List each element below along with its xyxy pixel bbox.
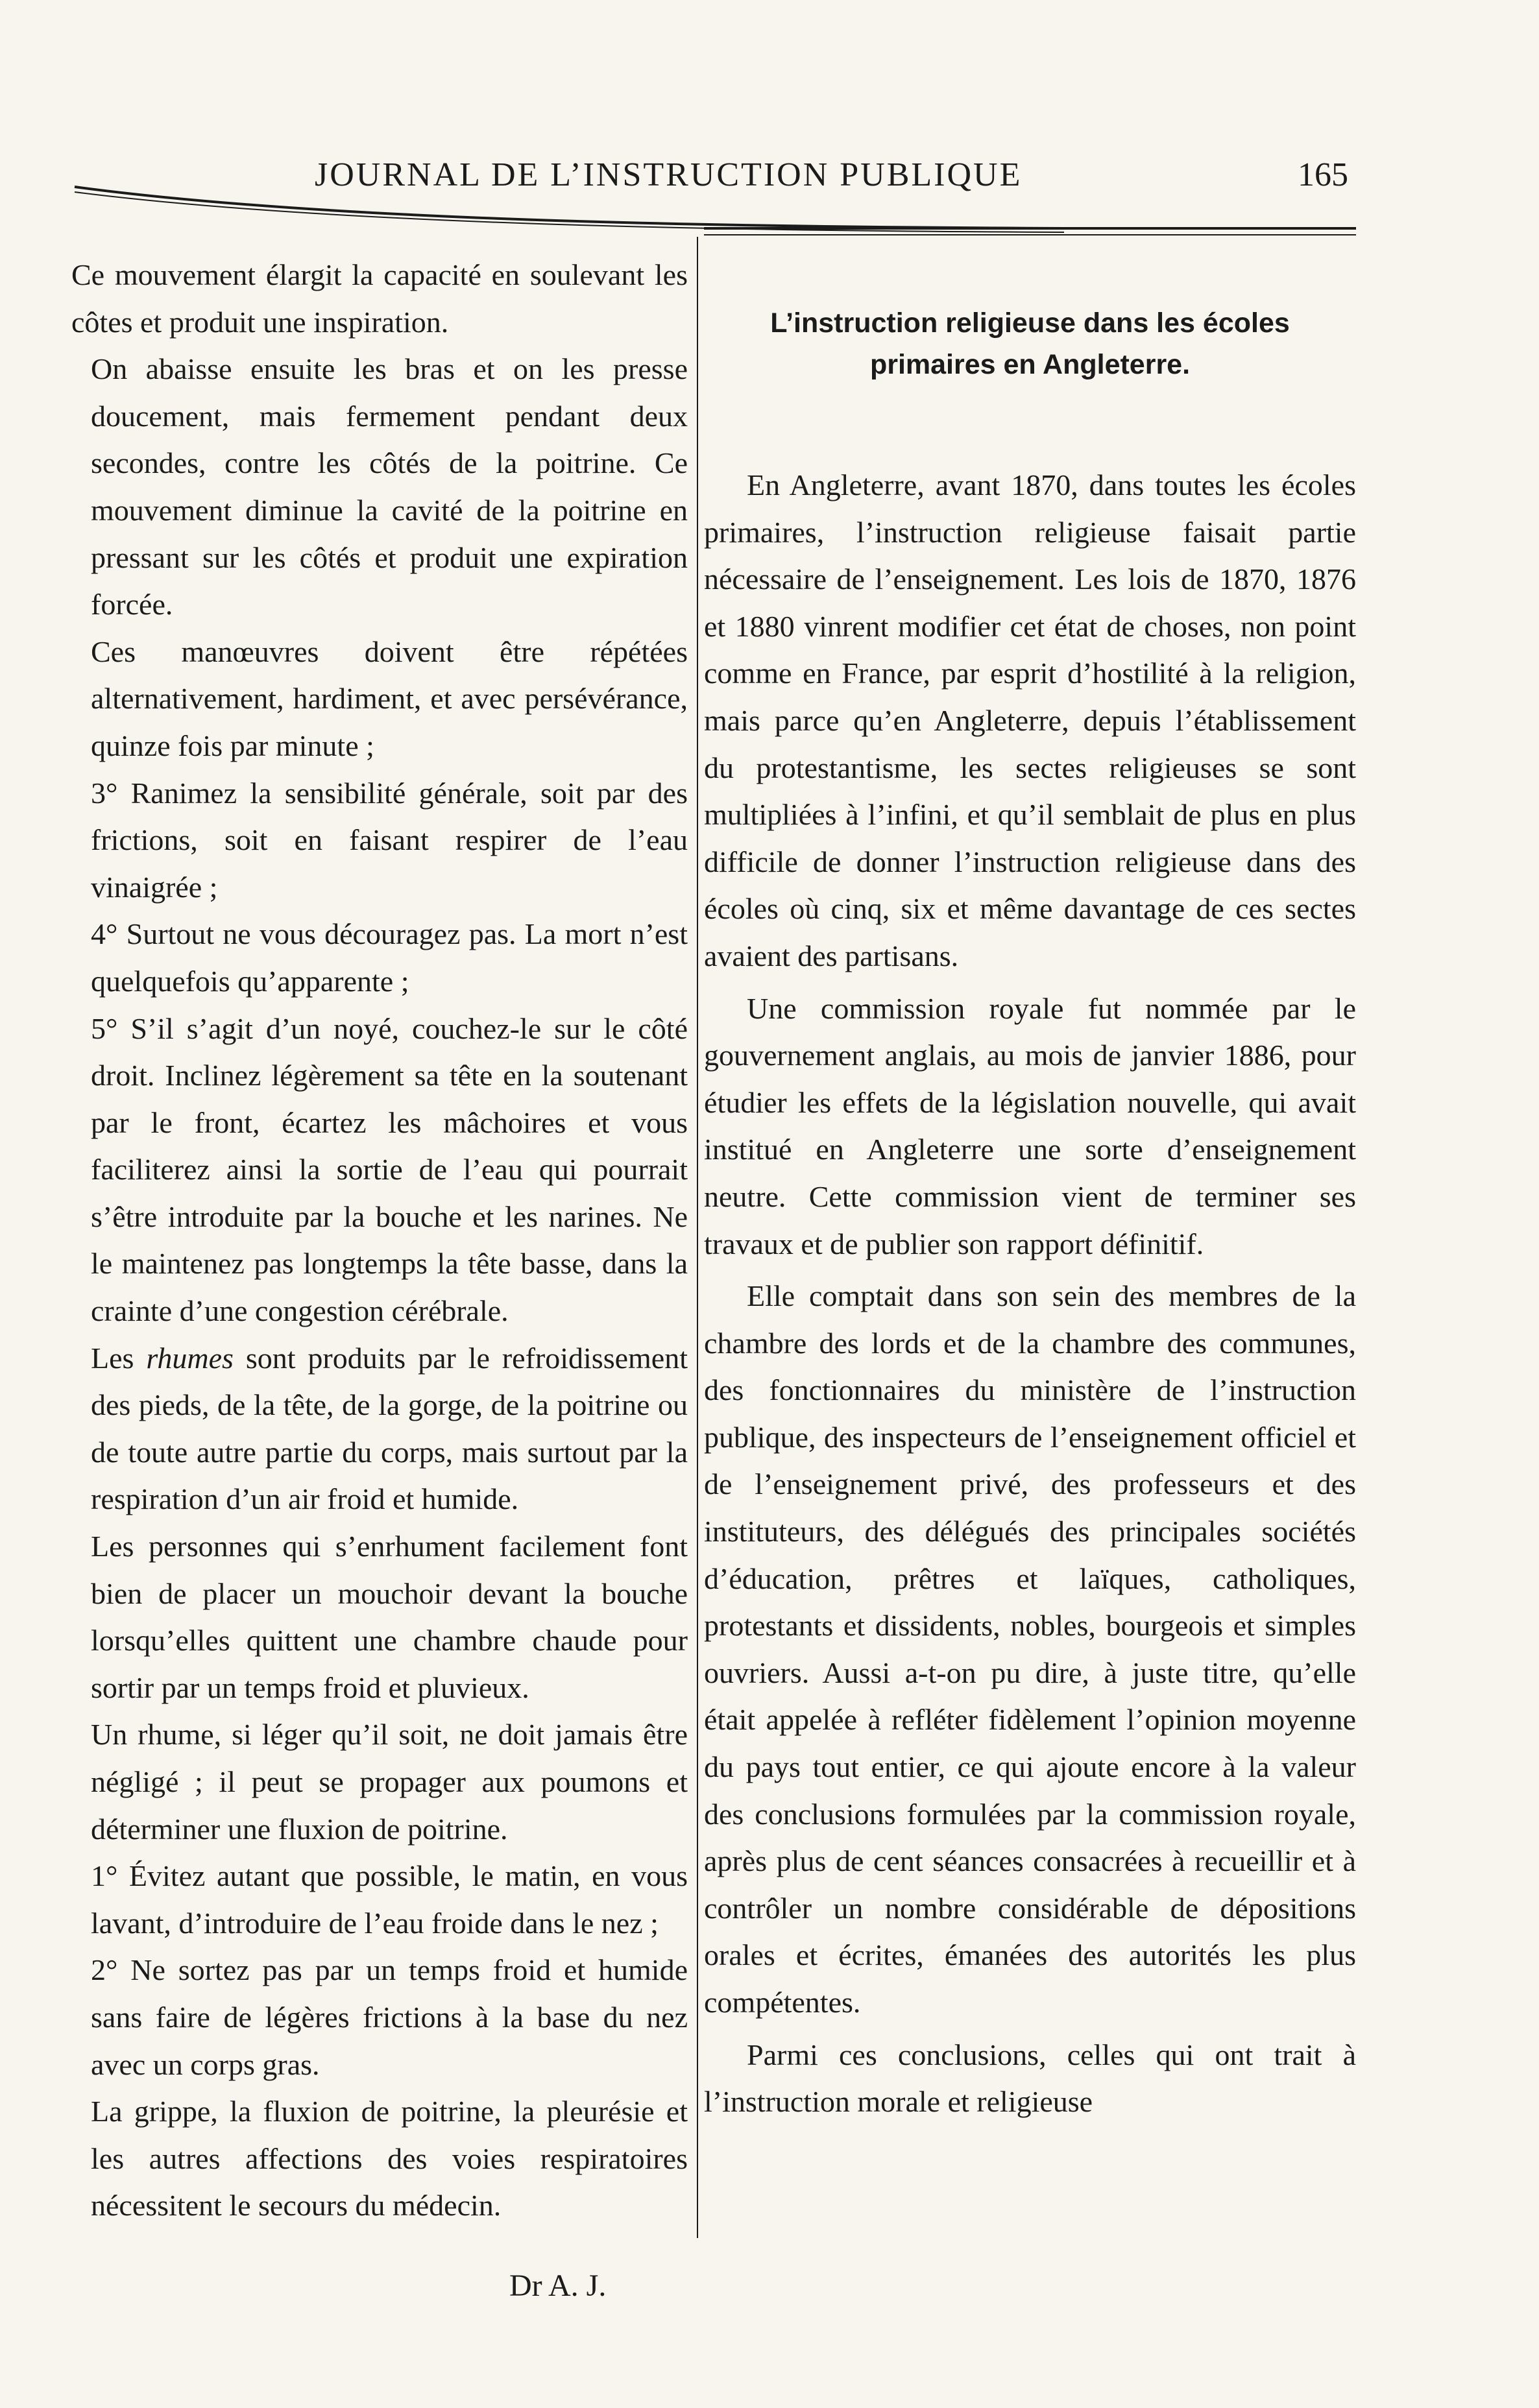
left-paragraph: 2° Ne sortez pas par un temps froid et humide sans faire de légères frictions à la base du nez avec un corps gras. <box>91 1953 688 2081</box>
left-paragraph: Les personnes qui s’enrhument facilement font bien de placer un mouchoir devant la bouche lorsqu’elles quittent une chambre chaude pour sortir par un temps froid et pluvieux. <box>91 1530 688 1704</box>
left-paragraph: Un rhume, si léger qu’il soit, ne doit jamais être négligé ; il peut se propager aux poumons et déterminer une fluxion de poitrine. <box>91 1718 688 1846</box>
left-paragraph: La grippe, la fluxion de poitrine, la pleurésie et les autres affections des voies respiratoires nécessitent le secours du médecin. <box>91 2095 688 2222</box>
left-paragraph: 3° Ranimez la sensibilité générale, soit par des frictions, soit en faisant respirer de l’eau vinaigrée ; <box>91 776 688 904</box>
left-paragraph: Ces manœuvres doivent être répétées alternativement, hardiment, et avec persévérance, quinze fois par minute ; <box>91 634 688 762</box>
left-paragraph: Ce mouvement élargit la capacité en soulevant les côtes et produit une inspiration. <box>71 258 688 339</box>
signature: Dr A. J. <box>509 2269 607 2303</box>
right-paragraph: En Angleterre, avant 1870, dans toutes les écoles primaires, l’instruction religieuse faisait partie nécessaire de l’enseignement. Les lois de 1870, 1876 et 1880 vinrent modifier cet état de choses, non point comme en France, par esprit d’hostilité à la religion, mais parce qu’en Angleterre, depuis l’établissement du protestantisme, les sectes religieuses se sont multipliées à l’infini, et qu’il semblait de plus en plus difficile de donner l’instruction religieuse dans des écoles où cinq, six et même davantage de ces sectes avaient des partisans. <box>704 468 1356 972</box>
article-title: L’instruction religieuse dans les écoles primaires en Angleterre. <box>770 307 1290 380</box>
rhumes-paragraph <box>71 1335 688 1523</box>
right-paragraph: Elle comptait dans son sein des membres de la chambre des lords et de la chambre des communes, des fonctionnaires du ministère de l’instruction publique, des inspecteurs de l’enseignement officiel et de l’enseignement privé, des professeurs et des instituteurs, des délégués des principales sociétés d’éducation, prêtres et laïques, catholiques, protestants et dissidents, nobles, bourgeois et simples ouvriers. Aussi a-t-on pu dire, à juste titre, qu’elle était appelée à refléter fidèlement l’opinion moyenne du pays tout entier, ce qui ajoute encore à la valeur des conclusions formulées par la commission royale, après plus de cent séances consacrées à recueillir et à contrôler un nombre considérable de dépositions orales et écrites, émanées des autorités les plus compétentes. <box>704 1279 1356 2019</box>
left-paragraph: 5° S’il s’agit d’un noyé, couchez-le sur le côté droit. Inclinez légèrement sa tête en la soutenant par le front, écartez les mâchoires et vous faciliterez ainsi la sortie de l’eau qui pourrait s’être introduite par la bouche et les narines. Ne le maintenez pas longtemps la tête basse, dans la crainte d’une congestion cérébrale. <box>91 1011 688 1328</box>
left-paragraph: 4° Surtout ne vous découragez pas. La mort n’est quelquefois qu’apparente ; <box>91 917 688 998</box>
rhumes-after: sont produits par le refroidissement des pieds, de la tête, de la gorge, de la poitrine ou de toute autre partie du corps, mais surtout par la respiration d’un air froid et humide. <box>91 1341 688 1516</box>
rhumes-emphasis: rhumes <box>146 1341 234 1375</box>
left-paragraph: 1° Évitez autant que possible, le matin, en vous lavant, d’introduire de l’eau froide dans le nez ; <box>91 1859 688 1940</box>
right-paragraph: Une commission royale fut nommée par le gouvernement anglais, au mois de janvier 1886, pour étudier les effets de la législation nouvelle, qui avait institué en Angleterre une sorte d’enseignement neutre. Cette commission vient de terminer ses travaux et de publier son rapport définitif. <box>704 991 1356 1260</box>
right-paragraph: Parmi ces conclusions, celles qui ont trait à l’instruction morale et religieuse <box>704 2038 1356 2119</box>
left-column <box>71 252 688 2230</box>
running-title: JOURNAL DE L’INSTRUCTION PUBLIQUE <box>315 156 1023 193</box>
right-column <box>704 302 1356 2131</box>
page-number: 165 <box>1298 156 1348 193</box>
left-paragraph: On abaisse ensuite les bras et on les presse doucement, mais fermement pendant deux secondes, contre les côtés de la poitrine. Ce mouvement diminue la cavité de la poitrine en pressant sur les côtés et produit une expiration forcée. <box>91 352 688 621</box>
rhumes-before: Les <box>91 1341 147 1375</box>
